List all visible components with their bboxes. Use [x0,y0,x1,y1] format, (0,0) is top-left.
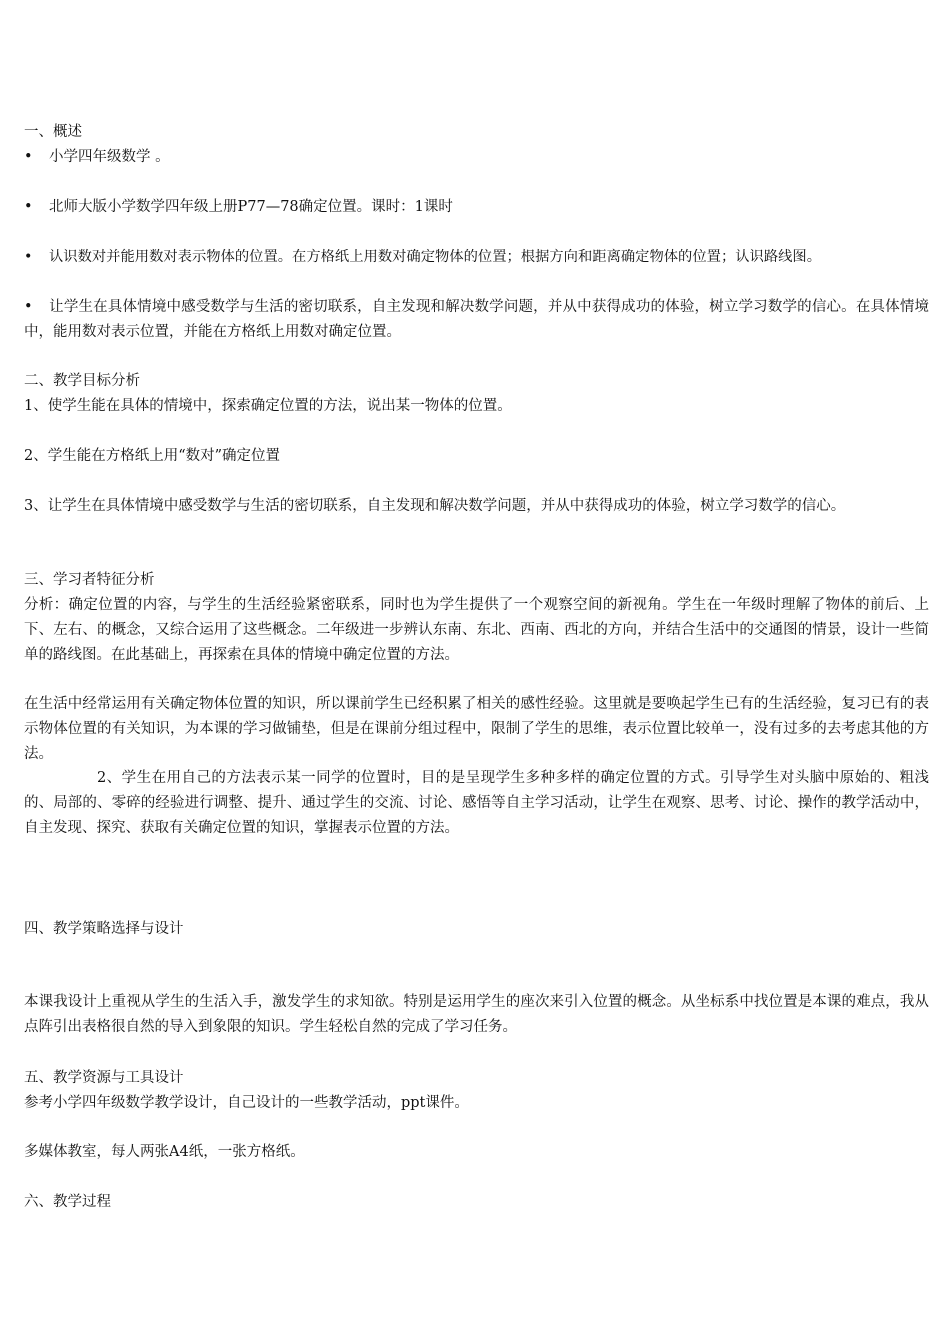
paragraph: 在生活中经常运用有关确定物体位置的知识，所以课前学生已经积累了相关的感性经验。这里就是要唤起学生已有的生活经验，复习已有的表示物体位置的有关知识，为本课的学习做铺垫，但是在课前分组过程中，限制了学生的思维，表示位置比较单一，没有过多的去考虑其他的方法。 [24,696,929,762]
paragraph-text: 2、学生在用自己的方法表示某一同学的位置时，目的是呈现学生多种多样的确定位置的方式。引导学生对头脑中原始的、粗浅的、局部的、零碎的经验进行调整、提升、通过学生的交流、讨论、感悟等自主学习活动，让学生在观察、思考、讨论、操作的教学活动中，自主发现、探究、获取有关确定位置的知识，掌握表示位置的方法。 [24,770,929,836]
list-item [24,245,944,270]
paragraph: 3、让学生在具体情境中感受数学与生活的密切联系，自主发现和解决数学问题，并从中获得成功的体验，树立学习数学的信心。 [24,498,846,514]
section-heading-learner-analysis: 三、学习者特征分析 [24,572,155,588]
bullet-icon: • [24,199,33,215]
bullet-icon: • [24,299,33,315]
section-heading-process: 六、教学过程 [24,1194,111,1210]
bullet-icon: • [24,249,33,265]
list-item-text: 北师大版小学数学四年级上册P77—78确定位置。课时：1课时 [49,199,453,215]
paragraph: 多媒体教室，每人两张A4纸，一张方格纸。 [24,1144,305,1160]
bullet-icon: • [24,149,33,165]
paragraph: 1、使学生能在具体的情境中，探索确定位置的方法，说出某一物体的位置。 [24,398,512,414]
list-item-text: 小学四年级数学 。 [49,149,170,165]
section-heading-objectives: 二、教学目标分析 [24,373,140,389]
list-item-text: 让学生在具体情境中感受数学与生活的密切联系，自主发现和解决数学问题，并从中获得成功的体验，树立学习数学的信心。在具体情境中，能用数对表示位置，并能在方格纸上用数对确定位置。 [24,299,929,340]
paragraph: 参考小学四年级数学教学设计，自己设计的一些教学活动，ppt课件。 [24,1095,469,1111]
list-item [24,195,929,220]
section-heading-overview: 一、概述 [24,124,82,140]
list-item-text: 认识数对并能用数对表示物体的位置。在方格纸上用数对确定物体的位置；根据方向和距离确定物体的位置；认识路线图。 [49,249,822,265]
paragraph: 分析：确定位置的内容，与学生的生活经验紧密联系，同时也为学生提供了一个观察空间的新视角。学生在一年级时理解了物体的前后、上下、左右、的概念，又综合运用了这些概念。二年级进一步辨认东南、东北、西南、西北的方向，并结合生活中的交通图的情景，设计一些简单的路线图。在此基础上，再探索在具体的情境中确定位置的方法。 [24,597,929,663]
list-item [24,295,929,345]
paragraph: 本课我设计上重视从学生的生活入手，激发学生的求知欲。特别是运用学生的座次来引入位置的概念。从坐标系中找位置是本课的难点，我从点阵引出表格很自然的导入到象限的知识。学生轻松自然的完成了学习任务。 [24,994,929,1035]
section-heading-strategy: 四、教学策略选择与设计 [24,921,184,937]
paragraph: 2、学生能在方格纸上用“数对”确定位置 [24,448,281,464]
section-heading-resources: 五、教学资源与工具设计 [24,1070,184,1086]
list-item [24,145,929,170]
paragraph [24,766,929,841]
